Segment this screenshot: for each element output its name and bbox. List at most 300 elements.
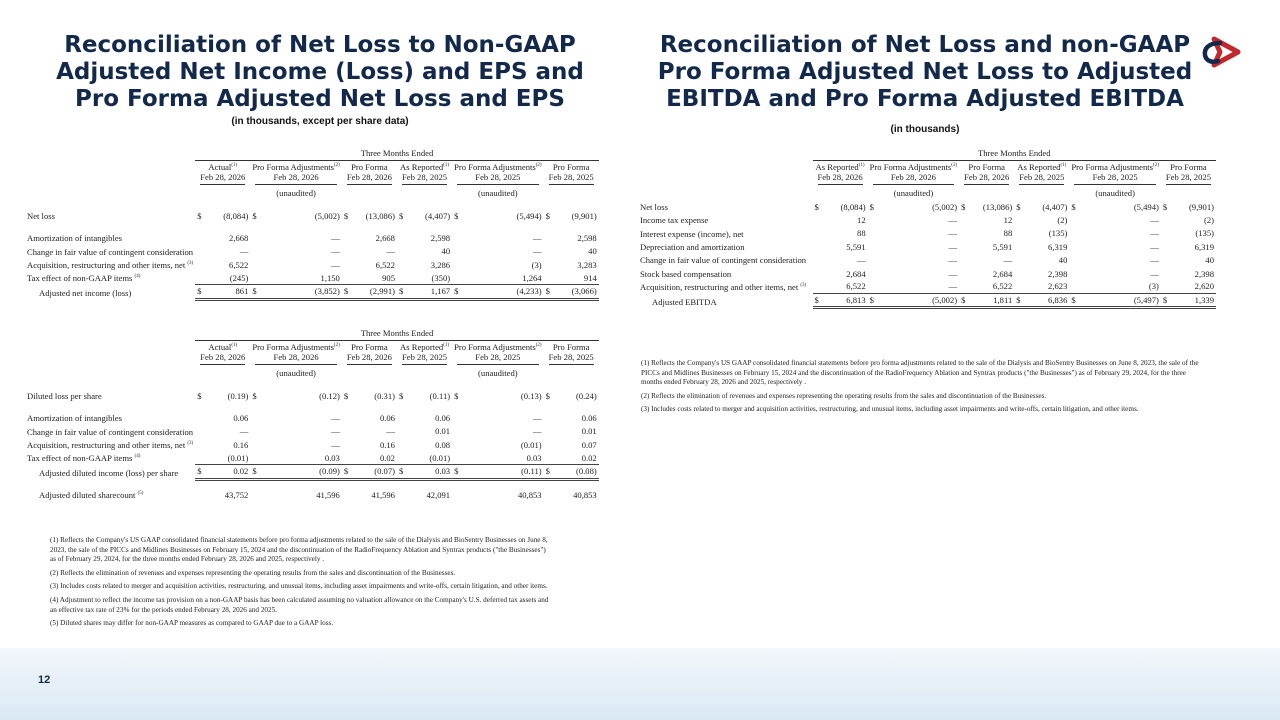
currency-symbol [195,411,205,424]
row-label: Tax effect of non-GAAP items [27,273,133,284]
cell-value: (13,086) [365,210,395,221]
currency-symbol [342,425,352,438]
currency-symbol [959,227,969,240]
cell-value: (0.01) [205,451,250,464]
table-row [25,245,599,258]
footnote: (2) Reflects the elimination of revenues and expenses representing the operating results from the sales and discontinuation of the Businesses. [641,391,1047,400]
cell-value: (5,494) [1133,201,1159,212]
column-name: Pro Forma [552,341,590,352]
table-row [638,240,1216,253]
footnote: (1) Reflects the Company's US GAAP consolidated financial statements before pro forma adjustments related to the sale of the Dialysis and BioSentry Businesses on June 8, 2023, the sale of the PICCs and Midlines Businesses on February 15, 2024 and the discontinuation of the RadioFrequency Ablation and Syntrax products ("the Businesses") as of February 29, 2024, for the three months ended February 28, 2026 and 2025, respectively . [50,536,548,564]
cell-value: — [331,259,340,270]
currency-symbol [452,451,462,464]
table-row [25,231,599,244]
currency-symbol [342,438,352,451]
cell-value: (9,901) [1188,201,1214,212]
table-row [638,293,1216,308]
currency-symbol [250,438,260,451]
cell-value: 41,596 [316,490,340,501]
currency-symbol: $ [197,390,202,401]
right-footnotes [641,359,1201,419]
currency-symbol [813,267,823,280]
currency-symbol [250,231,260,244]
table-row [25,465,599,480]
cell-value: — [533,233,542,244]
currency-symbol [195,258,205,271]
cell-value: — [1150,255,1159,266]
cell-value: 2,684 [992,268,1013,279]
cell-value: (0.11) [429,390,451,401]
currency-symbol: $ [1016,201,1021,212]
cell-value: — [533,426,542,437]
currency-symbol [1161,240,1171,253]
column-date: Feb 28, 2025 [1166,171,1211,185]
footnote: (3) Includes costs related to merger and acquisition activities, restructuring, and unusual items, including asset impairments and write-offs, certain litigation, and other items. [50,582,548,591]
footnote-ref: (5) [137,491,144,497]
currency-symbol [195,425,205,438]
cell-value: 0.07 [581,439,597,450]
currency-symbol: $ [452,465,462,480]
cell-value: — [948,228,958,239]
currency-symbol [342,258,352,271]
currency-symbol: $ [342,285,352,300]
row-label: Acquisition, restructuring and other items, net [27,439,186,450]
currency-symbol: $ [452,285,462,300]
currency-symbol: $ [343,390,349,401]
cell-value: 41,596 [371,490,395,501]
currency-symbol [868,267,878,280]
footnote: (4) Adjustment to reflect the income tax provision on a non-GAAP basis has been calculated assuming no valuation allowance on the Company's U.S. deferred tax assets and an effective tax rate of 23% for the periods ended February 28, 2026 and 2025. [50,595,549,614]
currency-symbol [452,231,462,244]
cell-value: 0.03 [260,451,342,464]
column-name: Actual [208,161,232,172]
currency-symbol [1014,213,1024,226]
cell-value: (5,002) [932,201,958,212]
cell-value: 914 [554,271,599,284]
column-header [250,160,342,187]
cell-value: 40 [1058,255,1068,266]
cell-value: (4,233) [462,285,544,300]
cell-value: 0.01 [581,426,597,437]
period-header: Three Months Ended [813,147,1217,160]
footnote: (3) Includes costs related to merger and acquisition activities, restructuring, and unusual items, including asset impairments and write-offs, certain litigation, and other items. [641,405,1139,414]
table-row [638,200,1216,213]
cell-value: 1,339 [1171,293,1216,308]
cell-value: 0.16 [233,439,249,450]
table-row [638,227,1216,240]
currency-symbol [452,245,462,258]
cell-value: 2,598 [577,233,597,244]
cell-value: 0.03 [462,451,544,464]
column-name: Pro Forma Adjustments [1071,161,1154,172]
column-date: Feb 28, 2025 [457,351,539,365]
currency-symbol [868,213,878,226]
cell-value: 1,150 [260,271,342,284]
cell-value: (3) [531,259,542,270]
currency-symbol [195,245,205,258]
cell-value: (350) [407,271,452,284]
financial-table [25,327,599,502]
currency-symbol [1069,240,1079,253]
column-header [397,160,452,187]
currency-symbol [195,438,205,451]
column-name: Pro Forma Adjustments [454,341,536,352]
cell-value: (0.19) [227,390,249,401]
table-row [25,285,599,300]
currency-symbol [959,267,969,280]
currency-symbol [342,488,352,501]
cell-value: — [948,215,958,226]
cell-value: — [1150,228,1159,239]
cell-value: — [239,246,249,257]
currency-symbol: $ [454,210,459,221]
column-date: Feb 28, 2026 [255,351,337,365]
cell-value: 6,522 [969,280,1014,293]
cell-value: 88 [857,228,866,239]
cell-value: 0.16 [379,439,395,450]
column-date: Feb 28, 2025 [402,171,447,185]
cell-value: 0.06 [581,413,597,424]
footnote-ref: (2) [535,342,542,348]
cell-value: 88 [1003,228,1013,239]
column-header [544,160,599,187]
currency-symbol: $ [544,465,554,480]
column-header [959,160,1014,187]
currency-symbol [1014,267,1024,280]
cell-value: 0.01 [435,426,451,437]
currency-symbol [250,451,260,464]
cell-value: 43,752 [224,490,249,501]
cell-value: 0.06 [379,413,395,424]
period-header: Three Months Ended [195,327,599,340]
currency-symbol [1069,267,1079,280]
cell-value: 40,853 [573,490,597,501]
column-name: Pro Forma [1170,161,1207,172]
table-row [25,258,599,271]
cell-value: (5,002) [314,210,340,221]
cell-value: — [331,246,340,257]
currency-symbol [1069,213,1079,226]
column-date: Feb 28, 2026 [873,171,955,185]
column-name: Pro Forma Adjustments [869,161,952,172]
column-date: Feb 28, 2025 [402,351,447,365]
footnote-ref: (4) [134,274,141,280]
column-date: Feb 28, 2025 [549,351,594,365]
cell-value: — [878,280,960,293]
row-label: Change in fair value of contingent consideration [640,255,807,266]
table-row [25,389,599,402]
cell-value: (2) [1203,215,1214,226]
column-date: Feb 28, 2026 [964,171,1009,185]
cell-value: 0.06 [233,413,249,424]
footnote-ref: (1) [231,162,238,168]
currency-symbol: $ [1069,293,1079,308]
currency-symbol [1069,227,1079,240]
currency-symbol [813,213,823,226]
financial-table [638,147,1216,309]
cell-value: (0.01) [520,439,542,450]
cell-value: (2,991) [352,285,397,300]
currency-symbol [342,271,352,284]
cell-value: (0.12) [319,390,340,401]
column-header [813,160,868,187]
cell-value: 6,319 [1194,241,1214,252]
currency-symbol [544,271,554,284]
column-header [1161,160,1216,187]
row-label: Stock based compensation [640,268,732,279]
right-subtitle: (in thousands) [890,124,960,135]
cell-value: (0.31) [374,390,395,401]
currency-symbol [342,411,352,424]
currency-symbol: $ [195,465,205,480]
currency-symbol [250,245,260,258]
cell-value: (5,494) [516,210,542,221]
column-header [342,160,397,187]
cell-value: 2,620 [1171,280,1216,293]
currency-symbol [868,280,878,293]
row-label: Change in fair value of contingent consideration [27,246,194,257]
footnote-ref: (2) [334,342,340,348]
cell-value: 40,853 [517,490,542,501]
cell-value: 6,522 [229,259,249,270]
cell-value: 6,836 [1024,293,1069,308]
row-label: Acquisition, restructuring and other items, net [27,259,186,270]
column-name: Pro Forma [968,161,1005,172]
cell-value: 2,668 [375,233,395,244]
column-date: Feb 28, 2026 [200,171,245,185]
currency-symbol [544,231,554,244]
column-name: Pro Forma [552,161,590,172]
currency-symbol [959,253,969,266]
currency-symbol [1161,213,1171,226]
cell-value: — [331,233,340,244]
cell-value: (3,066) [554,285,599,300]
footnote: (5) Diluted shares may differ for non-GAAP measures as compared to GAAP due to a GAAP loss. [50,619,334,628]
currency-symbol [452,411,462,424]
footnote-ref: (2) [535,162,542,168]
table-row [638,213,1216,226]
unaudited-label: (unaudited) [478,368,518,379]
footnote-ref: (3) [187,260,194,266]
currency-symbol [250,488,260,501]
cell-value: 40 [588,246,597,257]
cell-value: 42,091 [426,490,451,501]
currency-symbol [452,488,462,501]
currency-symbol: $ [398,390,404,401]
cell-value: 40 [1205,255,1214,266]
cell-value: (245) [205,271,250,284]
cell-value: (2) [1057,215,1068,226]
footnote-ref: (2) [951,162,958,168]
currency-symbol [544,425,554,438]
cell-value: (5,002) [878,293,960,308]
cell-value: (4,407) [425,210,451,221]
currency-symbol [250,258,260,271]
footnote-ref: (2) [334,162,340,168]
footnote: (2) Reflects the elimination of revenues and expenses representing the operating results from the sales and discontinuation of the Businesses. [50,568,456,577]
cell-value: (3,852) [260,285,342,300]
currency-symbol [452,271,462,284]
currency-symbol: $ [343,210,349,221]
footnote: (1) Reflects the Company's US GAAP consolidated financial statements before pro forma adjustments related to the sale of the Dialysis and BioSentry Businesses on June 8, 2023, the sale of the PICCs and Midlines Businesses on February 15, 2024 and the discontinuation of the RadioFrequency Ablation and Syntrax products ("the Businesses") as of February 29, 2024, for the three months ended February 28, 2026 and 2025, respectively . [641,359,1199,387]
cell-value: — [948,241,958,252]
cell-value: — [386,246,395,257]
currency-symbol [397,425,407,438]
cell-value: (0.13) [520,390,542,401]
row-label: Change in fair value of contingent consideration [27,426,194,437]
cell-value: (135) [1195,228,1214,239]
currency-symbol [1014,227,1024,240]
row-label: Net loss [640,201,668,212]
column-name: As Reported [400,161,444,172]
currency-symbol [250,425,260,438]
currency-symbol [397,245,407,258]
cell-value: 0.03 [407,465,452,480]
currency-symbol: $ [959,293,969,308]
row-label: Amortization of intangibles [27,413,122,424]
column-date: Feb 28, 2026 [818,171,863,185]
cell-value: — [533,246,542,257]
currency-symbol: $ [195,285,205,300]
column-date: Feb 28, 2025 [549,171,594,185]
currency-symbol: $ [545,210,550,221]
currency-symbol [1161,267,1171,280]
currency-symbol: $ [545,390,550,401]
left-subtitle: (in thousands, except per share data) [231,116,409,127]
currency-symbol [397,438,407,451]
page-number: 12 [38,674,51,686]
unaudited-label: (unaudited) [276,188,316,199]
footnote-ref: (4) [134,454,141,460]
currency-symbol: $ [197,210,202,221]
cell-value: (13,086) [982,201,1013,212]
row-label: Adjusted diluted income (loss) per share [39,467,179,478]
currency-symbol [452,258,462,271]
currency-symbol [195,488,205,501]
cell-value: (3) [1079,280,1161,293]
currency-symbol [1014,240,1024,253]
column-header [544,340,599,367]
currency-symbol [544,488,554,501]
currency-symbol [397,488,407,501]
cell-value: — [1150,215,1159,226]
cell-value: 2,398 [1194,268,1214,279]
currency-symbol [544,438,554,451]
cell-value: 12 [857,215,866,226]
cell-value: (8,084) [840,201,866,212]
currency-symbol [959,213,969,226]
row-label: Diluted loss per share [27,390,102,401]
currency-symbol [1161,227,1171,240]
row-label: Acquisition, restructuring and other items, net [640,281,799,292]
currency-symbol: $ [398,210,404,221]
currency-symbol [959,240,969,253]
currency-symbol: $ [814,201,819,212]
currency-symbol: $ [250,285,260,300]
currency-symbol: $ [252,210,257,221]
footnote-ref: (1) [443,342,450,348]
unaudited-label: (unaudited) [1095,188,1135,199]
table-row [25,209,599,222]
currency-symbol [195,451,205,464]
cell-value: 2,623 [1024,280,1069,293]
cell-value: 905 [352,271,397,284]
column-header [1069,160,1161,187]
cell-value: 6,813 [823,293,868,308]
currency-symbol: $ [544,285,554,300]
currency-symbol: $ [1071,201,1076,212]
cell-value: 3,283 [577,259,597,270]
column-name: As Reported [1017,161,1061,172]
currency-symbol: $ [397,465,407,480]
currency-symbol [452,425,462,438]
footnote-ref: (1) [858,162,865,168]
cell-value: — [1150,268,1159,279]
column-header [452,340,544,367]
column-name: Pro Forma Adjustments [454,161,536,172]
cell-value: 6,319 [1048,241,1068,252]
currency-symbol: $ [397,285,407,300]
cell-value: (0.08) [554,465,599,480]
table-row [25,411,599,424]
cell-value: 0.08 [435,439,451,450]
currency-symbol [397,231,407,244]
footnote-ref: (2) [1153,162,1159,168]
column-name: Actual [208,341,232,352]
cell-value: 5,591 [846,241,866,252]
currency-symbol [544,245,554,258]
column-name: Pro Forma Adjustments [252,161,335,172]
footnote-ref: (1) [443,162,450,168]
left-footnotes [50,536,550,633]
currency-symbol: $ [250,465,260,480]
currency-symbol: $ [1161,293,1171,308]
table-row [25,425,599,438]
column-date: Feb 28, 2026 [347,351,392,365]
row-label: Amortization of intangibles [27,233,122,244]
column-header [868,160,960,187]
column-name: Pro Forma Adjustments [252,341,335,352]
currency-symbol: $ [252,390,257,401]
cell-value: — [239,426,249,437]
cell-value: — [948,255,958,266]
column-header [342,340,397,367]
currency-symbol [813,240,823,253]
cell-value: 2,684 [846,268,866,279]
cell-value: (0.07) [352,465,397,480]
currency-symbol: $ [961,201,966,212]
cell-value: 2,668 [229,233,249,244]
footnote-ref: (1) [1060,162,1067,168]
column-date: Feb 28, 2026 [200,351,245,365]
table-row [638,253,1216,266]
cell-value: 40 [441,246,451,257]
currency-symbol [342,245,352,258]
column-date: Feb 28, 2025 [457,171,539,185]
cell-value: 12 [1003,215,1013,226]
cell-value: 0.02 [205,465,250,480]
table-row [25,451,599,464]
cell-value: — [1150,241,1159,252]
currency-symbol [250,271,260,284]
row-label: Adjusted EBITDA [652,296,717,307]
currency-symbol [195,271,205,284]
currency-symbol [1069,280,1079,293]
financial-table [25,147,599,301]
currency-symbol [959,280,969,293]
currency-symbol: $ [342,465,352,480]
currency-symbol [1069,253,1079,266]
